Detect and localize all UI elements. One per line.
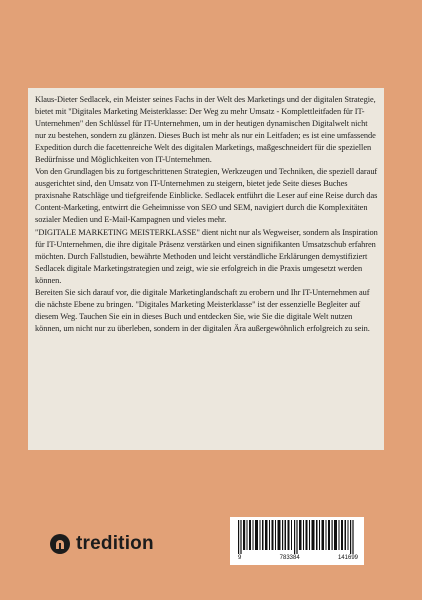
isbn-digit-group: 141699 bbox=[337, 555, 358, 561]
isbn-barcode bbox=[230, 517, 364, 565]
publisher-name: tredition bbox=[76, 533, 154, 554]
isbn-digit-group: 783384 bbox=[279, 555, 300, 561]
barcode-bars bbox=[238, 520, 356, 554]
blurb-paragraph: Klaus-Dieter Sedlacek, ein Meister seines Fachs in der Welt des Marketings und der digitalen Strategie, bietet mit "Digitales Marketing Meisterklasse: Der Weg zu mehr Umsatz - Komplettleitfaden für IT-Unternehmen" den Schlüssel für IT-Unternehmen, um in der heutigen dynamischen Digitalwelt nicht nur zu bestehen, sondern zu glänzen. Dieses Buch ist mehr als nur ein Leitfaden; es ist eine umfassende Expedition durch die facettenreiche Welt des digitalen Marketings, maßgeschneidert für die speziellen Bedürfnisse und Möglichkeiten von IT-Unternehmen. bbox=[35, 95, 376, 165]
isbn-digit-group: 9 bbox=[238, 555, 242, 561]
isbn-number bbox=[238, 555, 358, 561]
publisher-logo bbox=[50, 530, 154, 558]
blurb-paragraph: Von den Grundlagen bis zu fortgeschrittenen Strategien, Werkzeugen und Techniken, die speziell darauf ausgerichtet sind, den Umsatz von IT-Unternehmen zu steigern, bietet jede Seite dieses Buches praxisnahe Ratschläge und tiefgreifende Einblicke. Sedlacek entführt die Leser auf eine Reise durch das Content-Marketing, entwirrt die Geheimnisse von SEO und SEM, navigiert durch die Komplexitäten sozialer Medien und E-Mail-Kampagnen und vieles mehr. bbox=[35, 167, 378, 225]
blurb-text bbox=[28, 88, 384, 335]
tredition-logo-icon bbox=[50, 534, 70, 554]
blurb-panel bbox=[28, 88, 384, 450]
blurb-paragraph: "DIGITALE MARKETING MEISTERKLASSE" dient nicht nur als Wegweiser, sondern als Inspiration für IT-Unternehmen, die ihre digitale Präsenz verstärken und einen signifikanten Umsatzschub erfahren möchten. Durch Fallstudien, bewährte Methoden und leicht verständliche Erklärungen demystifiziert Sedlacek digitale Marketingstrategien und zeigt, wie sie erfolgreich in die Praxis umgesetzt werden können. bbox=[35, 227, 378, 285]
blurb-paragraph: Bereiten Sie sich darauf vor, die digitale Marketinglandschaft zu erobern und Ihr IT-Unternehmen auf die nächste Ebene zu bringen. "Digitales Marketing Meisterklasse" ist der essenzielle Begleiter auf diesem Weg. Tauchen Sie ein in dieses Buch und entdecken Sie, wie Sie die digitale Welt nutzen können, um nicht nur zu überleben, sondern in der digitalen Ära außergewöhnlich erfolgreich zu sein. bbox=[35, 287, 370, 333]
